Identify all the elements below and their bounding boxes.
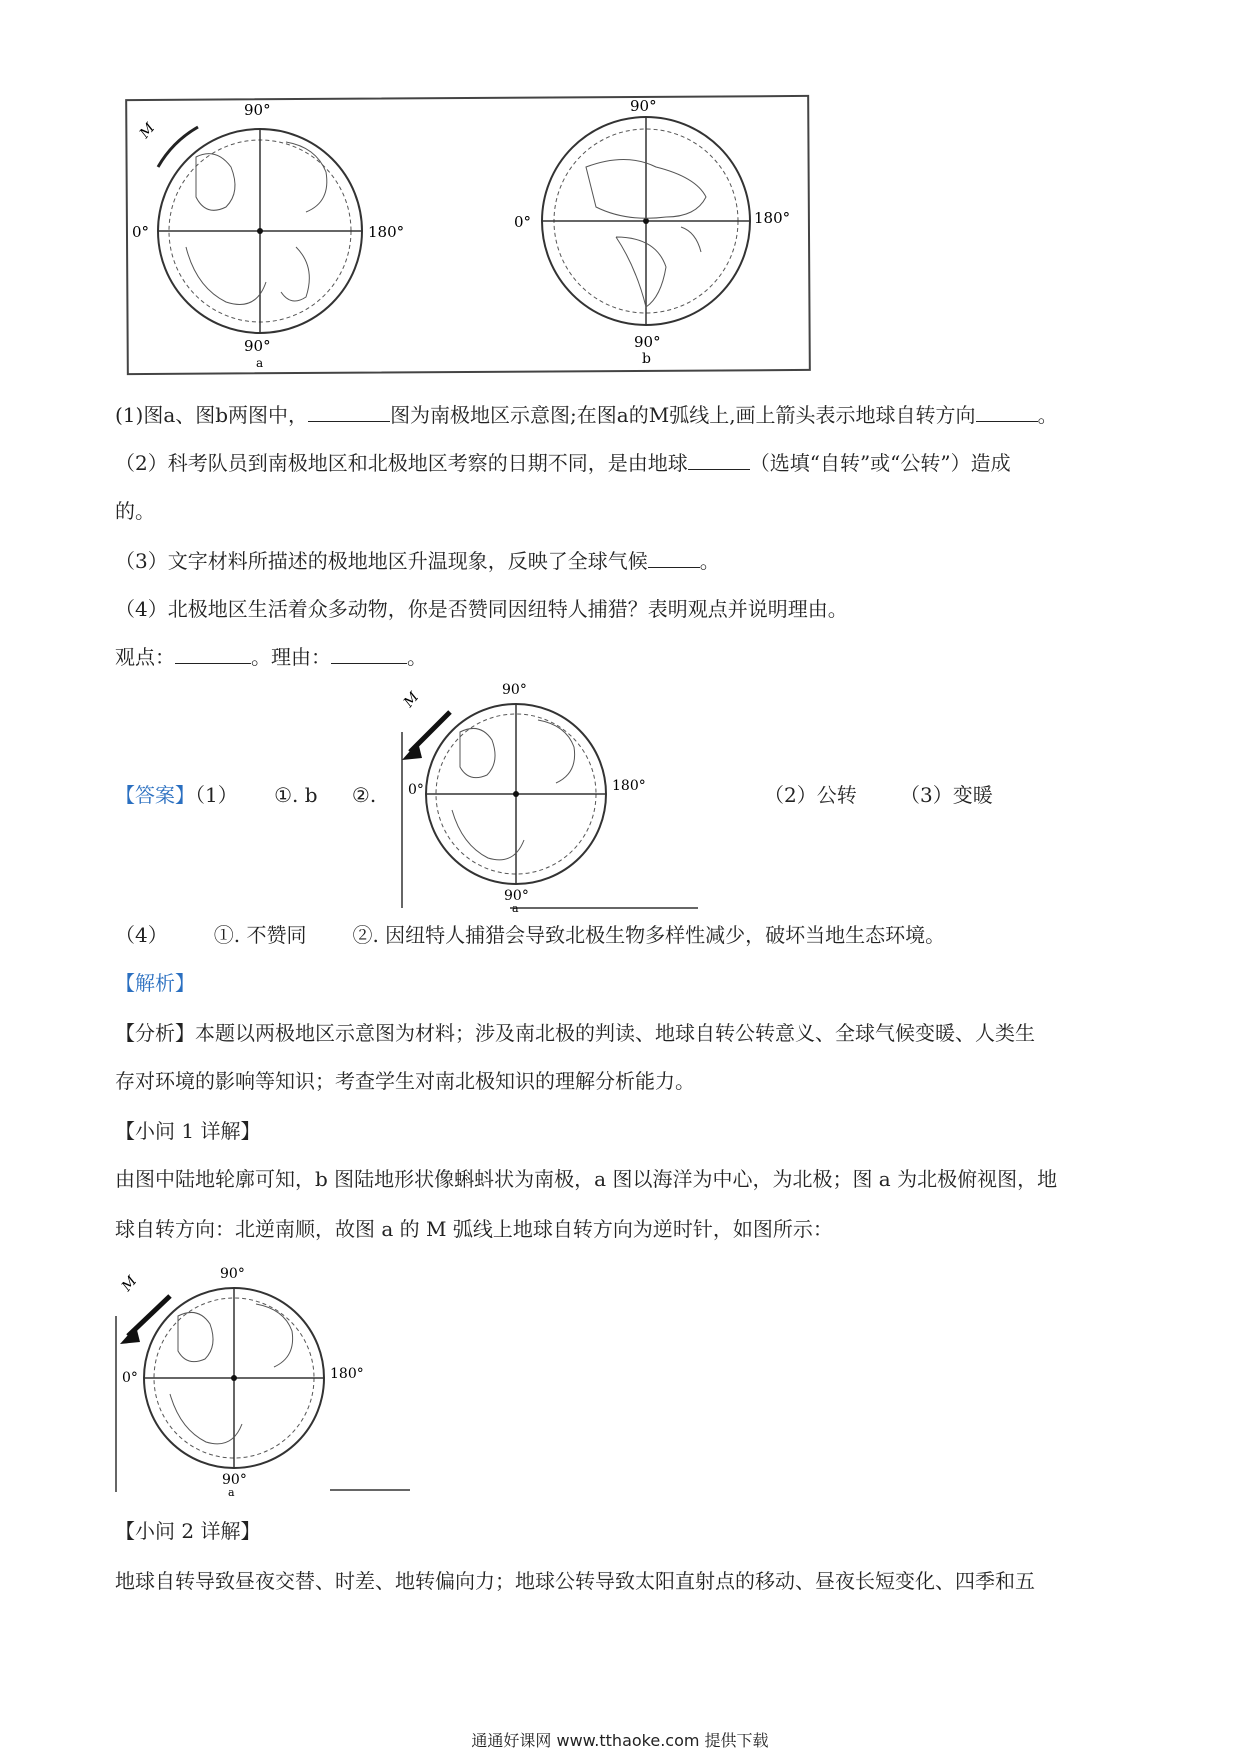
sub1-heading: 【小问 1 详解】 xyxy=(115,1119,261,1143)
blank-viewpoint[interactable] xyxy=(175,645,251,664)
analysis-map-bottom-label: 90° xyxy=(222,1472,247,1488)
blank-q1a[interactable] xyxy=(308,403,390,422)
map-a xyxy=(132,101,404,370)
analysis-map-right-label: 180° xyxy=(330,1366,364,1382)
sub2-line-1: 地球自转导致昼夜交替、时差、地转偏向力；地球公转导致太阳直射点的移动、昼夜长短变化、四季和五 xyxy=(115,1569,1035,1593)
answer-map-caption: a xyxy=(512,902,519,912)
sub2-heading: 【小问 2 详解】 xyxy=(115,1519,261,1543)
analysis-map-arc-label: M xyxy=(118,1273,141,1295)
answer-map-top-label: 90° xyxy=(502,682,527,698)
question-2-cont: 的。 xyxy=(115,499,155,523)
blank-reason[interactable] xyxy=(331,645,407,664)
answer-q4-b: ②. 因纽特人捕猎会导致北极生物多样性减少，破坏当地生态环境。 xyxy=(352,923,946,947)
analysis-summary-2: 存对环境的影响等知识；考查学生对南北极知识的理解分析能力。 xyxy=(115,1069,695,1093)
answer-map xyxy=(380,672,700,912)
analysis-map-top-label: 90° xyxy=(220,1266,245,1282)
analysis-map xyxy=(108,1256,428,1496)
map-b-caption: b xyxy=(642,351,651,367)
question-3: （3）文字材料所描述的极地地区升温现象，反映了全球气候 。 xyxy=(115,549,720,573)
map-a-left-label: 0° xyxy=(132,223,150,241)
map-a-arc-label: M xyxy=(136,120,159,142)
question-1: (1)图a、图b两图中， 图为南极地区示意图;在图a的M弧线上,画上箭头表示地球自转方向 。 xyxy=(115,403,1058,427)
analysis-summary-1: 【分析】本题以两极地区示意图为材料；涉及南北极的判读、地球自转公转意义、全球气候变暖、人类生 xyxy=(115,1021,1035,1045)
answer-q4-a: ①. 不赞同 xyxy=(213,923,307,947)
map-b-right-label: 180° xyxy=(754,209,791,227)
page-footer: 通通好课网 www.tthaoke.com 提供下载 xyxy=(471,1731,769,1750)
answer-row: 【答案】（1） ①. b ②. xyxy=(115,783,377,807)
polar-maps-figure xyxy=(126,97,810,373)
question-4: （4）北极地区生活着众多动物，你是否赞同因纽特人捕猎？表明观点并说明理由。 xyxy=(115,597,848,621)
blank-q2[interactable] xyxy=(688,451,750,470)
answer-q4-row: （4） ①. 不赞同 ②. 因纽特人捕猎会导致北极生物多样性减少，破坏当地生态环境。 xyxy=(115,923,946,947)
blank-q1b[interactable] xyxy=(976,403,1038,422)
map-b xyxy=(514,97,790,367)
question-4-fill: 观点： 。理由： 。 xyxy=(115,645,427,669)
analysis-map-left-label: 0° xyxy=(122,1370,138,1386)
answer-tag: 【答案】 xyxy=(115,783,195,807)
answer-map-bottom-label: 90° xyxy=(504,888,529,904)
map-a-top-label: 90° xyxy=(244,101,271,119)
answer-map-right-label: 180° xyxy=(612,778,646,794)
map-b-left-label: 0° xyxy=(514,213,532,231)
answer-q1-b: ②. xyxy=(351,783,377,807)
question-2: （2）科考队员到南极地区和北极地区考察的日期不同，是由地球 （选填“自转”或“公转”）造成 xyxy=(115,451,1011,475)
sub1-line-1: 由图中陆地轮廓可知，b 图陆地形状像蝌蚪状为南极，a 图以海洋为中心，为北极；图 a 为北极俯视图，地 xyxy=(115,1167,1058,1191)
map-a-caption: a xyxy=(256,356,264,370)
answer-q1-a: ①. b xyxy=(274,783,318,807)
map-a-right-label: 180° xyxy=(368,223,405,241)
answer-map-left-label: 0° xyxy=(408,782,424,798)
map-b-bottom-label: 90° xyxy=(634,333,661,351)
analysis-map-caption: a xyxy=(228,1486,235,1496)
sub1-line-2: 球自转方向：北逆南顺，故图 a 的 M 弧线上地球自转方向为逆时针，如图所示： xyxy=(115,1217,833,1241)
answer-q3: （3）变暖 xyxy=(900,783,993,807)
answer-q2: （2）公转 xyxy=(764,783,857,807)
map-b-top-label: 90° xyxy=(630,97,657,115)
blank-q3[interactable] xyxy=(648,549,700,568)
analysis-tag: 【解析】 xyxy=(115,971,195,995)
map-a-bottom-label: 90° xyxy=(244,337,271,355)
answer-map-arc-label: M xyxy=(400,689,423,711)
